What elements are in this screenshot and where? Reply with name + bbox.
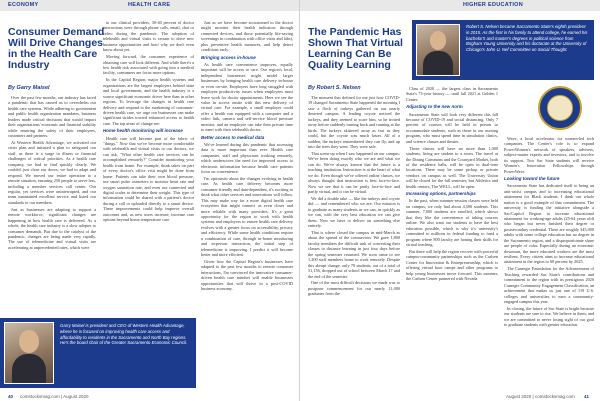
subheading: Better access to medical data	[201, 134, 265, 140]
author-bio-box	[0, 318, 196, 388]
author-bio: Robert S. Nelsen became Sacramento State's eighth president in 2015. As the first in his family to attend college, he earned his bachelor's and master's degrees in political science from Brigham Young University and his doctorate at the University of Chicago's John U. Nef Committee on Social Thought.	[466, 24, 588, 53]
paragraph: Health care will become part of the fabric of "things." Now that we've become more comfortable with telehealth and virtual visits to our doctors, we can ask, "What other health care services can be accomplished remotely?" Consider monitoring your health from home. For example, think takes on part of every doctor's office visit might be done from home. Patients can take their own blood pressure, use smart pulse oximeters to monitor heart rate and oxygen saturation rate, and even use connected and digital scales to determine their weight. This type of information could be shared with a patient's doctor during a call or uploaded directly to a smart device. These improvements could help improve overall outcomes and, as new users increase, increase care options beyond home temperature care.	[103, 135, 194, 223]
page-number: 40	[8, 394, 14, 399]
paragraph: In the past, when summer-session classes were held on campus, we only had about 4,500 students. This summer, 7,000 students are enrolled, which shows that they like the convenience of taking courses online. We also want our students to have the best education possible, which is why it's university's committed to millions in federal funding to fund a program where 800 faculty are honing their skills for virtual teaching.	[406, 198, 498, 247]
paragraph: to our clinical providers, 30-40 percent of doctor interactions were through phone calls, email, chat or video during the pandemic. The adoption of telehealth and virtual visits is certain to drive new business opportunities and how/ why we don't even know about yet.	[103, 20, 194, 53]
left-header-bar	[0, 0, 299, 11]
author-bio: Garry Maisel is president and CEO of Western Health Advantage, where he is focused on improving health care access and affordability to residents in the Sacramento and North Bay regions. He's the board chair of the Greater Sacramento Economic Council.	[60, 323, 188, 346]
paragraph: The moment that defined for me just how COVID-19 changed Sacramento State happened the morning I saw a flock of turkeys gathered on our nearly deserted campus. A leading coyote noticed the turkeys, and they seemed to scare him, so he trotted away before suddenly turning back and running at the birds. The turkeys skittered away as fast as they could, but the coyote was much faster. All of a sudden, the turkeys remembered they can fly, and up into the trees they went. They were safe.	[308, 95, 400, 149]
paragraph: Those classes will have no more than 1,000 students, living are student to a room. The travel at the Dining Commons and the Courtyard Market, both of the residence halls, will be open in dual-tone locations. There may be some pickup or private vendors on campus as well. The University Union will be closed for the fall semester, but Athletics and health centers, The WELL, will be open.	[406, 145, 498, 189]
article-byline: By Garry Maisel	[8, 85, 50, 91]
paragraph: I'm optimistic about the changes evolving in health care. As health care delivery becomes more consumer-friendly and data-dependent, it's exciting to think what other services and innovations will follow. This may make way for a more digital health care ecosystem that might connect us even closer and more reliable with many providers. It's a great opportunity for the region to work with health systems and employers to ensure health care delivery evolves with a greater focus on accessibility, privacy and efficiency. While some health conditions require a combination of care, through in-home monitoring and in-person interaction, the initial step of telemedicine is improving. I predict it will become better and more efficient.	[201, 175, 293, 258]
right-header-bar	[300, 0, 600, 11]
paragraph: Just as we have become accustomed to the doctor might monitor their health indicators through connected devices, and those potentially life-saving screenings in combination with office visits and labs), plus preventive health measures, and help detect conditions early.	[201, 20, 293, 53]
page-number: 41	[584, 394, 590, 399]
paragraph: Wave, a local accelerator for women-led tech companies. The Center's role is to expand PowerWomen's network of speakers, advisers, subject-matter experts and investors, and to involve its support. Two Sac State students will receive Women's Innovation Fellowships through PowerWave.	[504, 136, 594, 174]
paragraph: At Western Health Advantage, we activated our crisis plan and initiated a plan to safeguard our staff, as there is a surge in illness or financial challenges of critical priorities. As a health care company, we had to find quickly clearly. We couldn't just close our doors; we had to adapt and respond. We moved our entire operation to a remote situation, ensuring 250 people to serve less, including a member services call center. Our regular, yet services were uninterrupted, and our team maintained excellent service and listed our standards to our members.	[8, 140, 96, 205]
author-photo	[416, 24, 460, 76]
right-footer	[300, 391, 600, 401]
left-footer	[0, 391, 299, 401]
footer-text: August 2020 | comstocksmag.com	[506, 394, 575, 399]
article-column-3	[201, 20, 293, 375]
paragraph: In closing, the future of Sac State is bright because our students are sure to rise. We believe in them, and we are committed to never losing sight of our goal to graduate students with greater education.	[504, 305, 594, 328]
paragraph: Class of 2020 — the largest class in Sacramento State's 73-year history — until fall 2021 at Golden 1 Center.	[406, 86, 498, 102]
paragraph: Over the past few months, our industry has faced a pandemic that has caused us to overwhelm our health care systems. While adhering to government and public health organization mandates, business leaders made critical decisions that would impact their organizations' economic and financial stability while ensuring the safety of their employees, customers and partners.	[8, 95, 96, 139]
header-tag: HIGHER EDUCATION	[463, 2, 524, 8]
paragraph: We did a double take — like the turkeys and coyote did — and remembered who we are. Our mission is to graduate as many students as we can, as quickly as we can, with the very best education we can give them. Now we have to deliver on something else entirely.	[308, 195, 400, 229]
paragraph: As health care convenience improves, equally important will be access to care. Our region's local, independent businesses might model larger businesses by bringing health care delivery in-house or even on-site. Employers have long struggled with employee productivity issues when employees must leave work for doctor appointments. Here we see the value in access onsite with this new delivery of virtual care. For example, a small employer could offer a health van equipped with a computer and a video link, camera and self-service blood pressure monitor, and an employee can take their private time to meet with their telehealth doctor.	[201, 61, 293, 133]
article-headline: Consumer Demand Will Drive Changes in the Health Care Industry	[8, 26, 105, 72]
footer-text: comstocksmag.com | August 2020	[20, 394, 89, 399]
header-tag: HEALTH CARE	[128, 2, 171, 8]
article-column-1	[8, 95, 96, 314]
section-tag: ECONOMY	[8, 2, 39, 8]
paragraph: One of the most difficult decisions we made was to postpone commencement for our nearly 11,000 graduates from the	[308, 280, 400, 297]
subheading: Increasing options, partnerships	[406, 191, 476, 197]
paragraph: Given how the Capital Region's businesses have adapted to the past few months to remote consumer interactions, I'm convinced the innovative consumer-driven health care mindset will enable businesses opportunities that will thrive in a post-COVID business economy.	[201, 259, 293, 292]
paragraph: We've learned during this pandemic that accessing data is more important than ever. Health care companies, staff and physicians working remotely, which underscores the need for improved access to electronic information because health care patients focus on convenience.	[201, 141, 293, 174]
article-column-2	[103, 20, 194, 314]
university-seal-icon	[538, 86, 582, 130]
paragraph: The Carnegie Foundation for the Advancement of Teaching rewarded Sac State's contributions and commitment to the region with its prestigious 2020 Carnegie Community Engagement Classification, an achievement that makes us just one of 119 U.S. colleges and universities to earn a community-engaged campus this year.	[504, 266, 594, 304]
author-bio-box	[412, 20, 594, 80]
right-page	[300, 0, 600, 401]
article-headline: The Pandemic Has Shown That Virtual Learning Can Be Quality Learning	[308, 26, 403, 72]
paragraph: That scene up when I saw happened on our campus: We've been doing exactly who we are and what we can do. We've always known that the future is a teaching institution. Instruction is at the heart of what we do. Even though we've offered online classes, we always thought that instruction is best face-to-face. Now we see that it can be partly face-to-face and partly virtual, and it can be virtual.	[308, 150, 400, 194]
paragraph: That is where closed the campus in mid-March as about the spread of the coronavirus. We gave 1,800 faculty members the difficult task of converting their classes to distance learning in just four days before the spring semester resumed. We soon came to see 1,200 staff members home to work remotely. Despite this abrupt change, only 79 students, out of a total of 31,156, dropped out of school between March 17 and the end of the semester.	[308, 230, 400, 279]
article-column-3	[504, 136, 594, 385]
paragraph: Sacramento State will look very different this fall because of COVID-19 and social distancing. Only 7 percent of courses will be held in person to accommodate students, such as those in our nursing program, who must spend time in simulation clinics, and science classes and theater.	[406, 111, 498, 144]
subheading: Home health monitoring will increase	[103, 128, 183, 134]
paragraph: Sacramento State has dedicated itself to being an anti-racist campus and to increasing educational attainment for Black students. I think our whole nation is a good example of that commitment. The university is funding the initiative alongside a Sac/Capitol Region to increase educational attainment for working-age adults (25-64 years old) who began but never finished their degree or postsecondary credential. There are roughly 345,000 adults with some college education but no degree in the Sacramento region, and a disproportionate share are people of color. Especially during an economic downturn, the more educated workers are the most resilient. Every citizen aims to increase educational attainment in the region to 60 percent by 2025.	[504, 183, 594, 265]
article-byline: By Robert S. Nelsen	[308, 85, 361, 91]
subheading: Bringing access in-house	[201, 54, 256, 60]
subheading: Looking toward the future	[504, 176, 560, 182]
paragraph: But there will help the region recover with powerful campus-community partnerships such as the Carlsen Center for Innovation & Entrepreneurship, which is offering virtual boot camps and other programs to help young businesses move forward. This summer, the Carlsen Center partnered with Nevada	[406, 248, 498, 282]
paragraph: Just as businesses are adapting to support a remote workforce, significant changes are happening in how health care is delivered. As a whole, the health care industry is a slow adopter to consumer demands. But due to the catalyst of the pandemic, changes are being made very rapidly. The use of telemedicine and virtual visits are accelerating at unprecedented rates, which were	[8, 206, 96, 250]
subheading: Adjusting to the new norm	[406, 104, 463, 110]
article-column-2	[406, 86, 498, 385]
article-column-1	[308, 95, 400, 385]
paragraph: Moving forward, the consumer experience of obtaining care will look different. And while there's a low health risk associated with going into a medical facility, consumers are focus more options.	[103, 54, 194, 76]
paragraph: In the Capital Region, major health systems and organizations are the largest employers behind state and local government, and the health industry is a source significant economic driver here than in other regions. To leverage the changes in health care delivery and respond to the awakening of consumer-driven health care, we urge our businesses can make significant strides toward enhanced access to health care. The top areas of change are:	[103, 77, 194, 126]
author-photo	[4, 322, 54, 384]
